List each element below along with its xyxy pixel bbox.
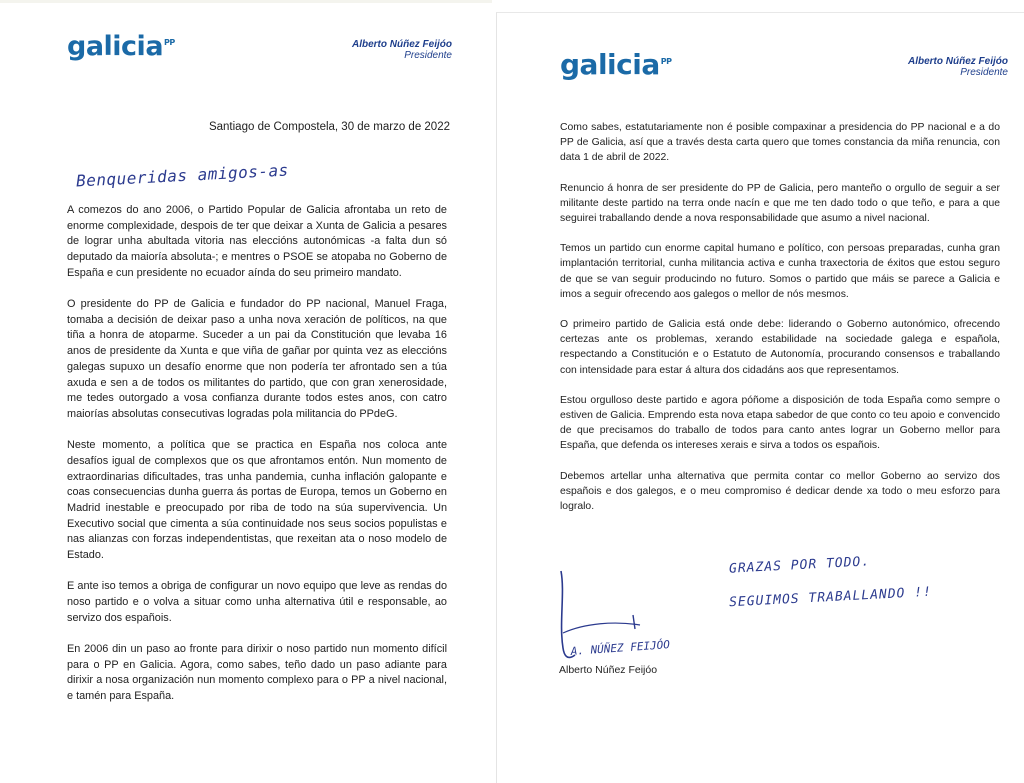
logo-pp-mark: PP [164, 38, 175, 47]
logo-text: galicia [67, 31, 164, 62]
letterhead-sender [352, 39, 452, 61]
signature-stroke [633, 615, 635, 629]
paragraph: Renuncio á honra de ser presidente do PP de Galicia, pero manteño o orgullo de seguir a ser militante deste partido na terra onde nacín e que me ten dado todo o que teño, e para a que seguirei traballando dende a nova responsabilidade que asumo a nivel nacional. [560, 182, 1000, 225]
signature-text: A. NÚÑEZ FEIJÓO [570, 638, 671, 658]
letter-body-page-2 [560, 120, 1000, 529]
paragraph: A comezos do ano 2006, o Partido Popular de Galicia afrontaba un reto de enorme complexidade, despois de ter que deixar a Xunta de Galicia a pesares de lograr unha abultada vitoria nas eleccións autonómicas -a falta dun só deputado da maioría absoluta-; e mentres o PSOE se atopaba no Goberno de España e cun presidente no ecuador aínda do seu primeiro mandato. [67, 204, 447, 279]
sender-role: Presidente [960, 67, 1008, 78]
logo-text: galicia [560, 48, 660, 81]
sender-name: Alberto Núñez Feijóo [352, 39, 452, 50]
paragraph: Debemos artellar unha alternativa que permita contar co mellor Goberno ao servizo dos españois e dos galegos, e o meu compromiso é dedicar dende xa todo o meu esforzo para logralo. [560, 470, 1000, 513]
galicia-pp-logo [560, 48, 671, 81]
letter-page-2 [496, 12, 1024, 783]
letter-body-page-1 [67, 203, 447, 720]
handwritten-note-line-2: SEGUIMOS TRABALLANDO !! [728, 584, 933, 611]
place-date: Santiago de Compostela, 30 de marzo de 2022 [208, 121, 450, 133]
paragraph: Estou orgulloso deste partido e agora póñome a disposición de toda España como sempre o estiven de Galicia. Emprendo esta nova etapa sabedor de que conto co teu apoio e convencido de que precisamos do traballo de todos para canto antes lograr un Goberno mellor para España, que defenda os intereses xerais e sirva a todos os españois. [560, 394, 1000, 452]
handwritten-greeting: Benqueridas amigos-as [75, 160, 290, 191]
paragraph: Temos un partido cun enorme capital humano e político, con persoas preparadas, cunha gran implantación territorial, cunha militancia activa e cunha traxectoria de éxitos que estou seguro de que se van seguir producindo no futuro. Somos o partido que máis se parece a Galicia e imos a seguir ofrecendo aos galegos o mellor de nós mesmos. [560, 243, 1000, 300]
paragraph: O presidente do PP de Galicia e fundador do PP nacional, Manuel Fraga, tomaba a decisión de deixar paso a unha nova xeración de políticos, na que tiña a honra de atoparme. Suceder a un pai da Constitución que levaba 16 anos de presidente da Xunta e que viña de gañar por quinta vez as eleccións galegas supuxo un desafío enorme que non podería ter afrontado sen a túa axuda e sen a de todos os militantes do partido, que con gran xenerosidade, me tedes outorgado a vosa confianza durante todos estes anos, con catro maiorías absolutas consecutivas logradas pola militancia do PPdeG. [67, 298, 447, 420]
paragraph: Neste momento, a política que se practica en España nos coloca ante desafíos igual de complexos que os que afrontamos entón. Nun momento de extraordinarias dificultades, tras unha pandemia, cunha inflación galopante e coas consecuencias dunha guerra ás portas de Europa, temos un Goberno en Madrid inestable e preocupado por riba de todo na súa supervivencia. Un Executivo social que cimenta a súa continuidade nos seus socios populistas e nas alianzas con forzas independentistas, que rexeitan ata o noso modelo de Estado. [67, 439, 447, 562]
paragraph: E ante iso temos a obriga de configurar un novo equipo que leve as rendas do noso partido e o volva a situar como unha alternativa útil e responsable, ao servizo dos españois. [67, 580, 447, 624]
letterhead-sender [908, 56, 1008, 78]
signed-name: Alberto Núñez Feijóo [559, 664, 658, 676]
paragraph: En 2006 din un paso ao fronte para dirixir o noso partido nun momento difícil para o PP en Galicia. Agora, como sabes, teño dado un paso adiante para dirixir a nosa organización nun momento complexo para o PP a nivel nacional, e tamén para España. [67, 642, 447, 702]
handwritten-note-line-1: GRAZAS POR TODO. [728, 554, 871, 577]
logo-pp-mark: PP [660, 56, 672, 66]
sender-role: Presidente [404, 50, 452, 61]
paragraph: Como sabes, estatutariamente non é posible compaxinar a presidencia do PP nacional e a do PP de Galicia, así que a través desta carta quero que tomes constancia da miña renuncia, con data 1 de abril de 2022. [560, 122, 1000, 164]
letter-page-1 [0, 0, 492, 783]
handwritten-signature [545, 563, 725, 673]
paragraph: O primeiro partido de Galicia está onde debe: liderando o Goberno autonómico, ofrecendo certezas ante os problemas, xerando estabilidade na sociedade galega e española, respectando a Constitución e o Estatuto de Autonomía, procurando consensos e traballando con intensidade para estar á altura dos cidadáns aos que representamos. [560, 319, 1000, 376]
galicia-pp-logo [67, 31, 175, 62]
signature-stroke [563, 623, 640, 633]
sender-name: Alberto Núñez Feijóo [908, 56, 1008, 67]
